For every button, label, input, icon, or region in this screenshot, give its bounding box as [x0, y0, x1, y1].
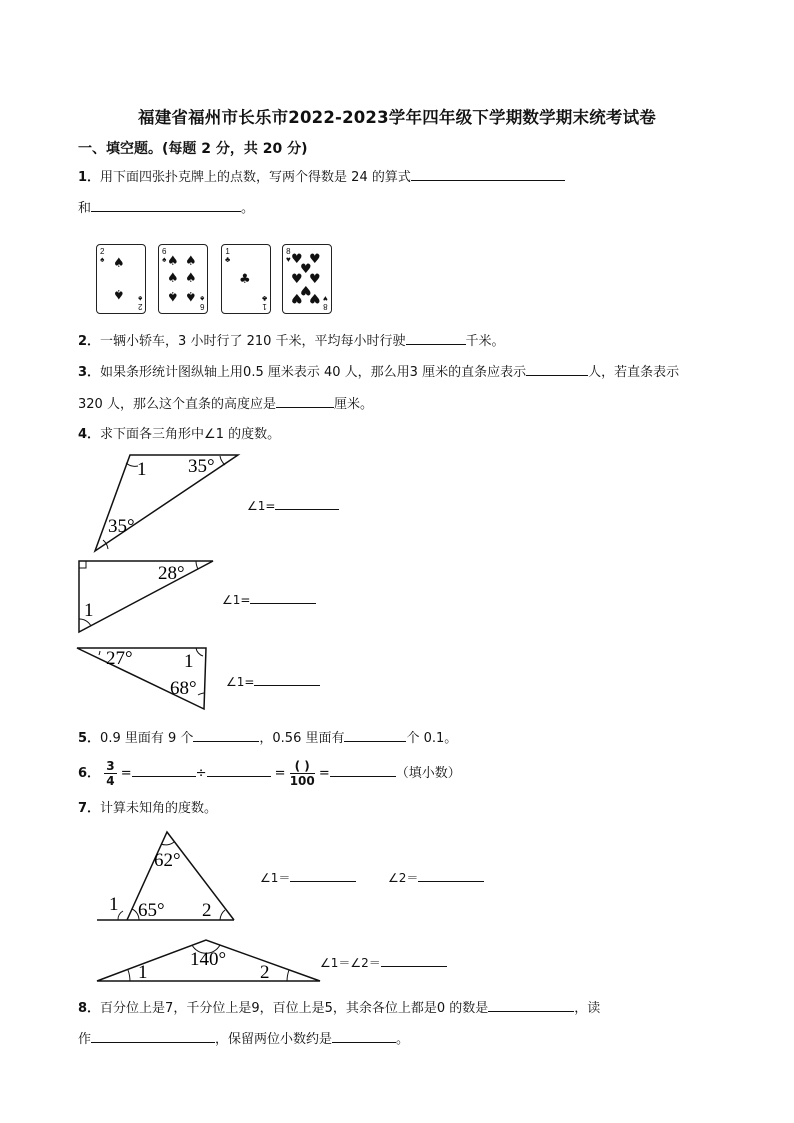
note-text: （填小数）: [395, 766, 461, 781]
card-corner-index: [162, 248, 166, 264]
card-suit-icon: ♥: [300, 262, 312, 277]
answer-blank[interactable]: [418, 868, 484, 882]
angle-label: 1: [184, 651, 194, 672]
answer-blank[interactable]: [526, 362, 588, 376]
answer-label: ∠1=: [247, 499, 276, 513]
answer-blank[interactable]: [91, 1029, 215, 1043]
question-text: 百分位上是7，千分位上是9，百位上是5，其余各位上都是0 的数是: [100, 1001, 489, 1016]
answer-4c: [226, 672, 320, 689]
card-rank: 1: [225, 247, 230, 256]
question-5: [78, 728, 457, 748]
angle-label: 1: [137, 459, 147, 480]
card-rank: 2: [137, 302, 142, 311]
angle-label: 35°: [188, 456, 215, 477]
fraction-denominator: 100: [289, 774, 315, 788]
question-2: [78, 331, 505, 351]
card-suit-icon: ♠: [199, 294, 204, 303]
triangle-7a: [92, 826, 242, 924]
question-number: 7．: [78, 801, 101, 816]
answer-blank[interactable]: [290, 868, 356, 882]
question-3-line2: [78, 394, 373, 414]
answer-label: ∠1=: [226, 675, 255, 689]
angle-label: 1: [109, 894, 119, 915]
angle-label: 2: [260, 962, 270, 983]
card-rank: 8: [323, 302, 328, 311]
card-corner-index: [323, 294, 328, 310]
question-number: 3．: [78, 365, 101, 380]
question-text: 作: [78, 1032, 92, 1047]
question-text: ，保留两位小数约是: [215, 1032, 333, 1047]
question-text: 和: [78, 201, 92, 216]
question-text: 0.9 里面有 9 个: [100, 731, 194, 746]
card-corner-index: [262, 294, 267, 310]
question-number: 5．: [78, 731, 101, 746]
section-heading: 一、填空题。(每题 2 分，共 20 分): [78, 141, 308, 157]
triangle-7b: [92, 935, 324, 985]
answer-blank[interactable]: [330, 763, 396, 777]
card-suit-icon: ♣: [239, 272, 251, 287]
answer-7b: [320, 953, 447, 971]
question-3: [78, 362, 679, 382]
answer-label: ∠1＝: [260, 871, 291, 885]
question-text: 用下面四张扑克牌上的点数，写两个得数是 24 的算式: [100, 170, 411, 185]
answer-blank[interactable]: [207, 763, 271, 777]
card-suit-icon: ♥: [323, 294, 328, 303]
card-rank: 6: [162, 247, 167, 256]
question-text: 计算未知角的度数。: [100, 801, 218, 816]
answer-blank[interactable]: [132, 763, 196, 777]
punctuation: 。: [396, 1032, 410, 1047]
triangle-4c: [72, 643, 217, 713]
answer-label: ∠1＝∠2＝: [320, 956, 381, 970]
card-suit-icon: ♠: [185, 254, 197, 269]
card-suit-icon: ♣: [261, 294, 267, 303]
question-text: 一辆小轿车，3 小时行了 210 千米，平均每小时行驶: [100, 334, 406, 349]
triangle-4a: [70, 448, 260, 558]
question-text: 如果条形统计图纵轴上用0.5 厘米表示 40 人，那么用3 厘米的直条应表示: [100, 365, 527, 380]
answer-blank[interactable]: [254, 672, 320, 686]
page-title: 福建省福州市长乐市2022-2023学年四年级下学期数学期末统考试卷: [138, 108, 656, 127]
answer-blank[interactable]: [344, 728, 406, 742]
card-rank: 1: [262, 302, 267, 311]
card-suit-icon: ♠: [185, 271, 197, 286]
question-number: 4．: [78, 427, 101, 442]
question-text: ，读: [574, 1001, 601, 1016]
question-text: 个 0.1。: [406, 731, 458, 746]
card-suit-icon: ♠: [162, 255, 167, 264]
fraction-denominator: 4: [106, 774, 115, 788]
question-7: [78, 800, 217, 818]
playing-card: [282, 244, 332, 314]
question-text: 厘米。: [333, 397, 373, 412]
question-text: ，0.56 里面有: [259, 731, 345, 746]
triangle-4b: [72, 556, 222, 638]
card-suit-icon: ♠: [113, 256, 125, 271]
question-number: 8．: [78, 1001, 101, 1016]
angle-label: 1: [138, 962, 148, 983]
card-suit-icon: ♥: [286, 255, 291, 264]
angle-label: 27°: [106, 648, 133, 669]
question-8-line2: [78, 1029, 409, 1049]
angle-label: 140°: [190, 949, 227, 970]
answer-blank[interactable]: [250, 590, 316, 604]
card-suit-icon: ♠: [137, 294, 142, 303]
answer-blank[interactable]: [411, 167, 565, 181]
fraction-numerator: 3: [106, 759, 115, 773]
card-suit-icon: ♥: [309, 252, 321, 267]
question-text: 人，若直条表示: [588, 365, 680, 380]
angle-label: 28°: [158, 563, 185, 584]
card-suit-icon: ♥: [291, 252, 303, 267]
angle-label: 2: [202, 900, 212, 921]
unit-text: 千米。: [465, 334, 505, 349]
card-suit-icon: ♥: [300, 282, 312, 297]
angle-label: 68°: [170, 678, 197, 699]
answer-label: ∠2＝: [388, 871, 419, 885]
fraction-three-quarters: [104, 759, 116, 788]
answer-blank[interactable]: [275, 496, 339, 510]
question-4: [78, 426, 280, 444]
question-number: 2．: [78, 334, 101, 349]
card-corner-index: [225, 248, 230, 264]
equals-sign: =: [120, 766, 132, 781]
answer-blank[interactable]: [488, 998, 574, 1012]
question-1-line2: [78, 198, 254, 218]
card-suit-icon: ♠: [113, 286, 125, 301]
divide-sign: ÷: [195, 766, 207, 781]
answer-7a-1: [260, 868, 356, 886]
card-suit-icon: ♥: [291, 272, 303, 287]
punctuation: 。: [241, 201, 255, 216]
angle-label: 62°: [154, 850, 181, 871]
question-1: [78, 167, 565, 187]
card-suit-icon: ♥: [309, 272, 321, 287]
card-rank: 8: [286, 247, 291, 256]
answer-blank[interactable]: [332, 1029, 396, 1043]
question-text: 求下面各三角形中∠1 的度数。: [100, 427, 281, 442]
question-8: [78, 998, 600, 1018]
playing-card: [158, 244, 208, 314]
playing-card: [221, 244, 271, 314]
equals-sign: =: [274, 766, 286, 781]
answer-4a: [247, 496, 339, 513]
answer-4b: [222, 590, 316, 607]
question-6: [78, 757, 461, 793]
answer-label: ∠1=: [222, 593, 251, 607]
card-suit-icon: ♠: [100, 255, 105, 264]
angle-label: 1: [84, 600, 94, 621]
answer-blank[interactable]: [276, 394, 334, 408]
fraction-numerator: ( ): [290, 759, 315, 774]
answer-blank[interactable]: [381, 953, 447, 967]
answer-blank[interactable]: [193, 728, 259, 742]
answer-7a-2: [388, 868, 484, 886]
answer-blank[interactable]: [406, 331, 466, 345]
card-suit-icon: ♣: [225, 255, 231, 264]
card-suit-icon: ♥: [309, 290, 321, 305]
card-suit-icon: ♠: [185, 288, 197, 303]
equals-sign: =: [318, 766, 330, 781]
question-number: 6．: [78, 766, 101, 781]
card-corner-index: [100, 248, 104, 264]
card-suit-icon: ♠: [167, 254, 179, 269]
card-suit-icon: ♠: [167, 288, 179, 303]
card-corner-index: [200, 294, 204, 310]
playing-card: [96, 244, 146, 314]
card-rank: 2: [100, 247, 105, 256]
card-suit-icon: ♠: [167, 271, 179, 286]
angle-label: 35°: [108, 516, 135, 537]
card-corner-index: [138, 294, 142, 310]
card-suit-icon: ♥: [291, 290, 303, 305]
question-text: 320 人，那么这个直条的高度应是: [78, 397, 276, 412]
fraction-over-100: [290, 759, 315, 788]
question-number: 1．: [78, 170, 101, 185]
angle-label: 65°: [138, 900, 165, 921]
card-rank: 6: [199, 302, 204, 311]
answer-blank[interactable]: [91, 198, 241, 212]
